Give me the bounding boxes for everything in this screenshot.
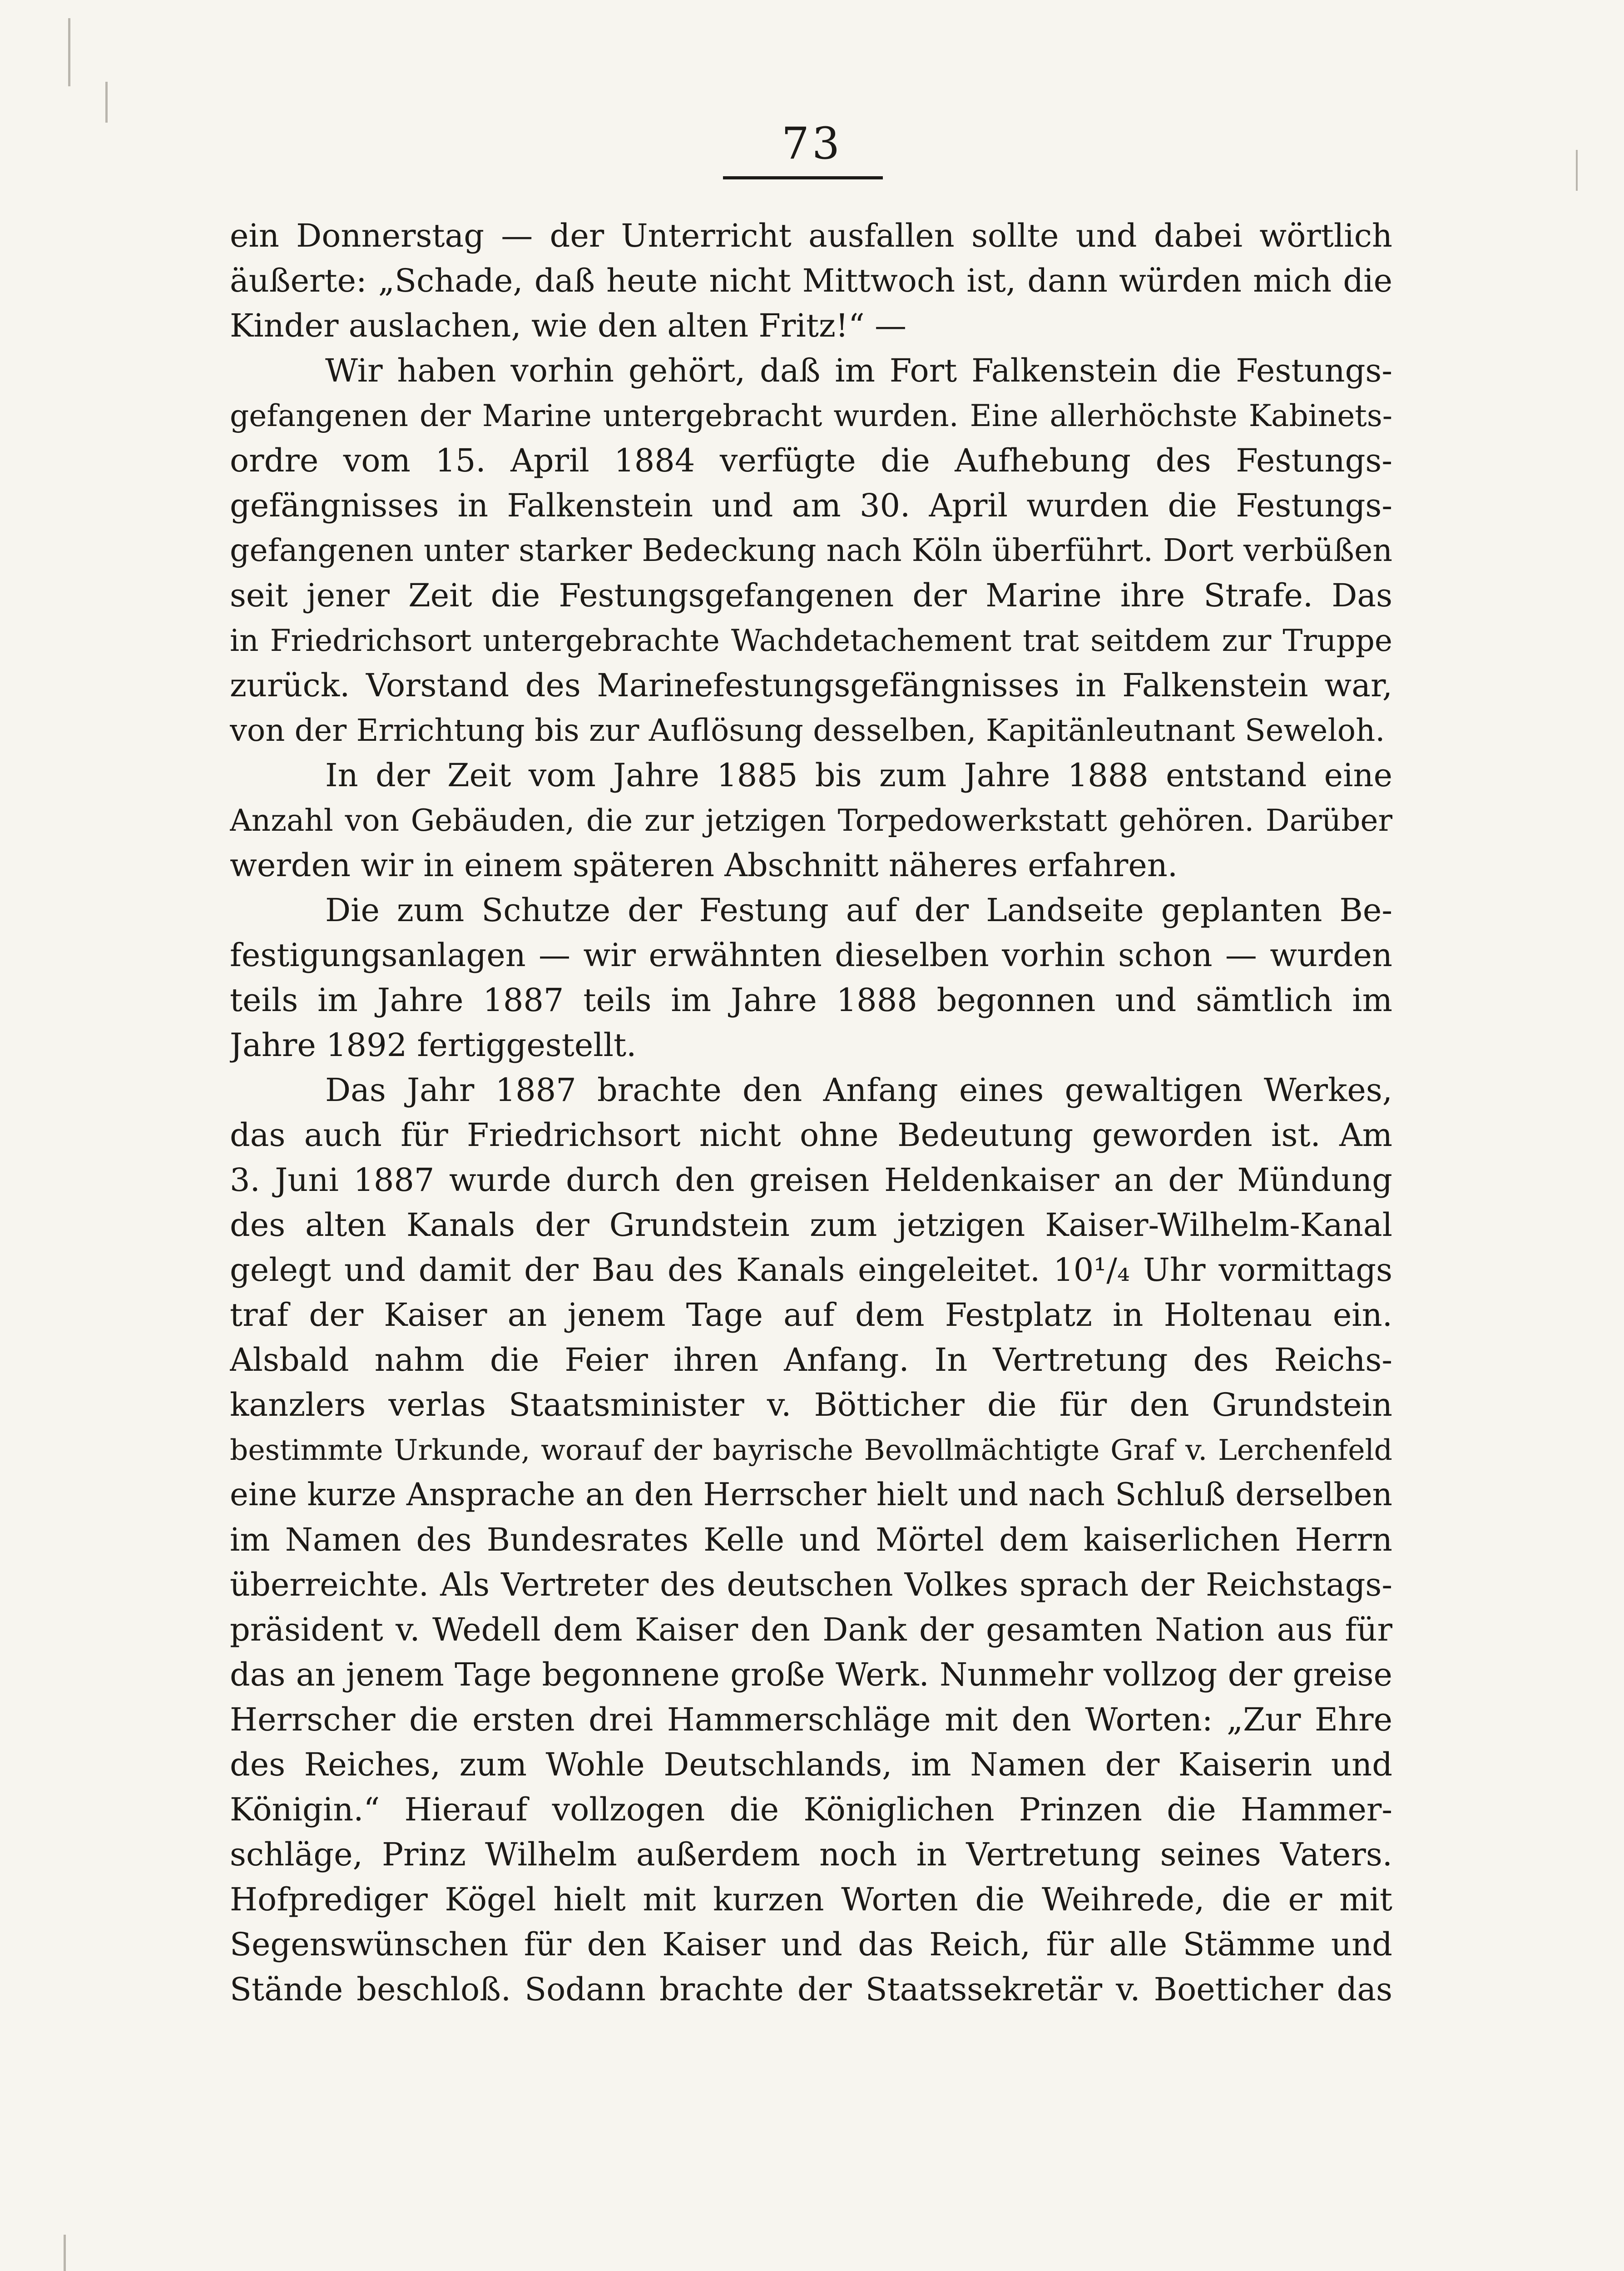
text-line: Anzahl von Gebäuden, die zur jetzigen Torpedowerkstatt gehören. Darüber bbox=[230, 803, 1392, 838]
text-line: Wir haben vorhin gehört, daß im Fort Falkenstein die Festungs- bbox=[325, 352, 1392, 389]
body-text bbox=[230, 213, 1392, 2012]
text-line: bestimmte Urkunde, worauf der bayrische Bevollmächtigte Graf v. Lerchenfeld bbox=[230, 1433, 1392, 1467]
text-line: gefängnisses in Falkenstein und am 30. April wurden die Festungs- bbox=[230, 487, 1392, 524]
text-line: werden wir in einem späteren Abschnitt näheres erfahren. bbox=[230, 847, 1178, 884]
page-number-rule bbox=[723, 176, 883, 179]
text-line: gefangenen unter starker Bedeckung nach Köln überführt. Dort verbüßen bbox=[230, 533, 1392, 569]
text-line: schläge, Prinz Wilhelm außerdem noch in Vertretung seines Vaters. bbox=[230, 1836, 1392, 1873]
text-line: 3. Juni 1887 wurde durch den greisen Heldenkaiser an der Mündung bbox=[230, 1161, 1392, 1199]
text-line: das an jenem Tage begonnene große Werk. Nunmehr vollzog der greise bbox=[230, 1656, 1392, 1693]
text-line: traf der Kaiser an jenem Tage auf dem Festplatz in Holtenau ein. bbox=[230, 1296, 1392, 1334]
text-line: gefangenen der Marine untergebracht wurden. Eine allerhöchste Kabinets- bbox=[230, 398, 1392, 433]
text-line: Hofprediger Kögel hielt mit kurzen Worten die Weihrede, die er mit bbox=[230, 1881, 1392, 1918]
text-line: des Reiches, zum Wohle Deutschlands, im Namen der Kaiserin und bbox=[230, 1746, 1392, 1783]
text-line: ein Donnerstag — der Unterricht ausfallen sollte und dabei wörtlich bbox=[230, 217, 1392, 254]
scan-speck-left-top bbox=[68, 18, 70, 86]
text-line: Jahre 1892 fertiggestellt. bbox=[230, 1026, 637, 1064]
text-line: überreichte. Als Vertreter des deutschen Volkes sprach der Reichstags- bbox=[230, 1566, 1392, 1603]
text-line: äußerte: „Schade, daß heute nicht Mittwoch ist, dann würden mich die bbox=[230, 262, 1392, 299]
text-line: von der Errichtung bis zur Auflösung desselben, Kapitänleutnant Seweloh. bbox=[230, 713, 1385, 748]
text-line: Stände beschloß. Sodann brachte der Staatssekretär v. Boetticher das bbox=[230, 1971, 1392, 2008]
page-number: 73 bbox=[781, 118, 843, 169]
text-line: im Namen des Bundesrates Kelle und Mörtel dem kaiserlichen Herrn bbox=[230, 1521, 1392, 1558]
text-line: teils im Jahre 1887 teils im Jahre 1888 begonnen und sämtlich im bbox=[230, 982, 1392, 1019]
text-line: In der Zeit vom Jahre 1885 bis zum Jahre 1888 entstand eine bbox=[325, 757, 1392, 794]
scan-speck-left-mid bbox=[105, 82, 108, 123]
text-line: Kinder auslachen, wie den alten Fritz!“ — bbox=[230, 307, 907, 344]
text-line: das auch für Friedrichsort nicht ohne Bedeutung geworden ist. Am bbox=[230, 1116, 1392, 1154]
text-line: Segenswünschen für den Kaiser und das Reich, für alle Stämme und bbox=[230, 1926, 1392, 1963]
text-line: Herrscher die ersten drei Hammerschläge mit den Worten: „Zur Ehre bbox=[230, 1701, 1392, 1738]
text-line: präsident v. Wedell dem Kaiser den Dank der gesamten Nation aus für bbox=[230, 1611, 1392, 1648]
text-line: Königin.“ Hierauf vollzogen die Königlichen Prinzen die Hammer- bbox=[230, 1791, 1392, 1828]
text-line: Das Jahr 1887 brachte den Anfang eines gewaltigen Werkes, bbox=[325, 1071, 1392, 1109]
text-line: eine kurze Ansprache an den Herrscher hielt und nach Schluß derselben bbox=[230, 1477, 1392, 1513]
text-line: Alsbald nahm die Feier ihren Anfang. In Vertretung des Reichs- bbox=[230, 1341, 1392, 1378]
text-line: ordre vom 15. April 1884 verfügte die Aufhebung des Festungs- bbox=[230, 442, 1392, 479]
text-line: seit jener Zeit die Festungsgefangenen der Marine ihre Strafe. Das bbox=[230, 577, 1392, 614]
text-line: festigungsanlagen — wir erwähnten dieselben vorhin schon — wurden bbox=[230, 937, 1392, 974]
text-line: zurück. Vorstand des Marinefestungsgefängnisses in Falkenstein war, bbox=[230, 667, 1392, 704]
text-line: gelegt und damit der Bau des Kanals eingeleitet. 10¹/₄ Uhr vormittags bbox=[230, 1251, 1392, 1289]
text-line: kanzlers verlas Staatsminister v. Bötticher die für den Grundstein bbox=[230, 1386, 1392, 1423]
text-line: des alten Kanals der Grundstein zum jetzigen Kaiser-Wilhelm-Kanal bbox=[230, 1206, 1392, 1244]
text-line: Die zum Schutze der Festung auf der Landseite geplanten Be- bbox=[325, 892, 1392, 929]
text-line: in Friedrichsort untergebrachte Wachdetachement trat seitdem zur Truppe bbox=[230, 623, 1392, 658]
scan-speck-left-bottom bbox=[64, 2235, 66, 2271]
